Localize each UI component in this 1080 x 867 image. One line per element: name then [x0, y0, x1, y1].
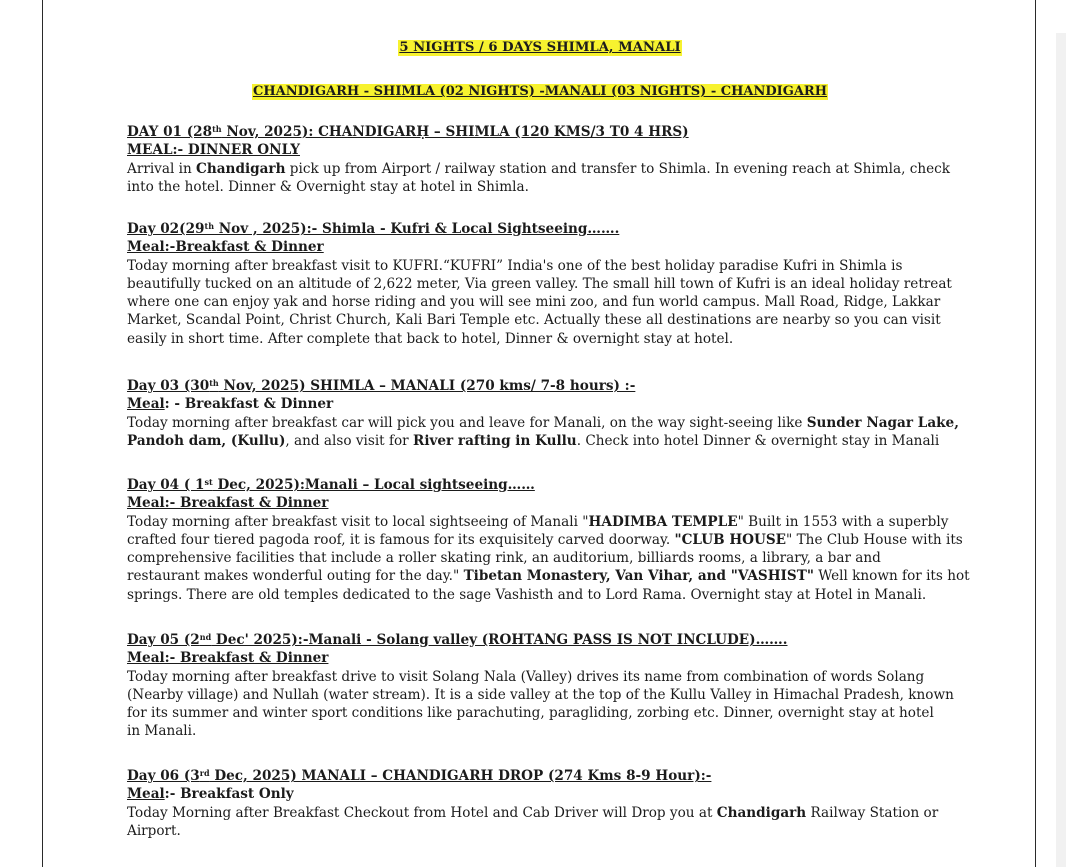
- description-line: Today morning after breakfast drive to visit Solang Nala (Valley) drives its name from combination of words Solang: [127, 668, 925, 685]
- highlight-text: River rafting in Kullu: [413, 432, 577, 449]
- highlight-text: Sunder Nagar Lake,: [806, 414, 959, 431]
- highlight-text: HADIMBA TEMPLE: [588, 513, 738, 530]
- description-line: into the hotel. Dinner & Overnight stay at hotel in Shimla.: [127, 178, 529, 195]
- route-subtitle-wrap: [0, 80, 1080, 100]
- description-line: beautifully tucked on an altitude of 2,622 meter, Via green valley. The small hill town of Kufri is an ideal holiday retreat: [127, 275, 952, 292]
- scrollbar[interactable]: [1056, 33, 1066, 867]
- day-heading: Day 06 (3rd Dec, 2025) MANALI – CHANDIGARH DROP (274 Kms 8-9 Hour):-: [127, 768, 712, 784]
- day-section-4: [127, 476, 970, 604]
- description-line: springs. There are old temples dedicated to the sage Vashisth and to Lord Rama. Overnight stay at Hotel in Manali.: [127, 586, 927, 603]
- day-heading: Day 02(29th Nov , 2025):- Shimla - Kufri & Local Sightseeing…….: [127, 221, 620, 237]
- highlight-text: Pandoh dam, (Kullu): [127, 432, 286, 449]
- description-line: Airport.: [127, 822, 181, 839]
- day-description: [127, 668, 957, 741]
- day-description: [127, 257, 957, 348]
- highlight-text: Chandigarh: [196, 160, 286, 177]
- highlight-text: "CLUB HOUSE: [674, 531, 787, 548]
- day-section-5: [127, 631, 957, 741]
- day-description: [127, 804, 957, 841]
- description-line: Today morning after breakfast car will pick you and leave for Manali, on the way sight-seeing like Sunder Nagar Lake,: [127, 414, 959, 431]
- description-line: where one can enjoy yak and horse riding and you will see mini zoo, and fun world campus. Mall Road, Ridge, Lakkar: [127, 294, 941, 311]
- itinerary-title: 5 NIGHTS / 6 DAYS SHIMLA, MANALI: [399, 40, 681, 55]
- description-line: Today morning after breakfast visit to local sightseeing of Manali "HADIMBA TEMPLE" Built in 1553 with a superbly: [127, 513, 949, 530]
- day-section-1: [127, 123, 957, 196]
- description-line: crafted four tiered pagoda roof, it is famous for its exquisitely carved doorway. "CLUB HOUSE" The Club House with its: [127, 531, 963, 548]
- day-description: [127, 414, 957, 451]
- day-heading: Day 04 ( 1st Dec, 2025):Manali – Local sightseeing……: [127, 477, 535, 493]
- meal-line: Meal:-Breakfast & Dinner: [127, 239, 324, 256]
- description-line: easily in short time. After complete that back to hotel, Dinner & overnight stay at hotel.: [127, 330, 734, 347]
- description-line: Arrival in Chandigarh pick up from Airport / railway station and transfer to Shimla. In evening reach at Shimla, check: [127, 160, 951, 177]
- route-subtitle: CHANDIGARH - SHIMLA (02 NIGHTS) -MANALI (03 NIGHTS) - CHANDIGARH: [252, 84, 828, 99]
- description-line: comprehensive facilities that include a roller skating rink, an auditorium, billiards rooms, a library, a bar and: [127, 550, 881, 567]
- description-line: in Manali.: [127, 723, 197, 740]
- description-line: Pandoh dam, (Kullu), and also visit for River rafting in Kullu. Check into hotel Dinner & overnight stay in Manali: [127, 432, 940, 449]
- meal-line: Meal:- Breakfast & Dinner: [127, 495, 329, 512]
- day-description: [127, 513, 970, 604]
- meal-line: MEAL:- DINNER ONLY: [127, 142, 300, 159]
- description-line: (Nearby village) and Nullah (water stream). It is a side valley at the top of the Kullu Valley in Himachal Pradesh, known: [127, 686, 954, 703]
- description-line: restaurant makes wonderful outing for the day." Tibetan Monastery, Van Vihar, and "VASHIST" Well known for its hot: [127, 568, 970, 585]
- day-section-2: [127, 220, 957, 348]
- day-section-6: [127, 767, 957, 840]
- meal-line: Meal: - Breakfast & Dinner: [127, 396, 334, 413]
- description-line: for its summer and winter sport conditions like parachuting, paragliding, zorbing etc. Dinner, overnight stay at hotel: [127, 705, 934, 722]
- itinerary-title-wrap: [0, 36, 1080, 56]
- day-heading: Day 05 (2nd Dec' 2025):-Manali - Solang valley (ROHTANG PASS IS NOT INCLUDE)…….: [127, 632, 788, 648]
- meal-line: Meal:- Breakfast & Dinner: [127, 650, 329, 667]
- day-section-3: [127, 377, 957, 450]
- highlight-text: Tibetan Monastery, Van Vihar, and "VASHIST": [463, 568, 814, 585]
- description-line: Today Morning after Breakfast Checkout from Hotel and Cab Driver will Drop you at Chandigarh Railway Station or: [127, 804, 939, 821]
- day-heading: DAY 01 (28th Nov, 2025): CHANDIGARḤ – SHIMLA (120 KMS/3 T0 4 HRS): [127, 124, 689, 140]
- day-heading: Day 03 (30th Nov, 2025) SHIMLA – MANALI (270 kms/ 7-8 hours) :-: [127, 378, 636, 394]
- highlight-text: Chandigarh: [716, 804, 807, 821]
- day-description: [127, 160, 957, 197]
- description-line: Market, Scandal Point, Christ Church, Kali Bari Temple etc. Actually these all destinations are nearby so you can visit: [127, 312, 941, 329]
- meal-line: Meal:- Breakfast Only: [127, 786, 294, 803]
- description-line: Today morning after breakfast visit to KUFRI.“KUFRI” India's one of the best holiday paradise Kufri in Shimla is: [127, 257, 903, 274]
